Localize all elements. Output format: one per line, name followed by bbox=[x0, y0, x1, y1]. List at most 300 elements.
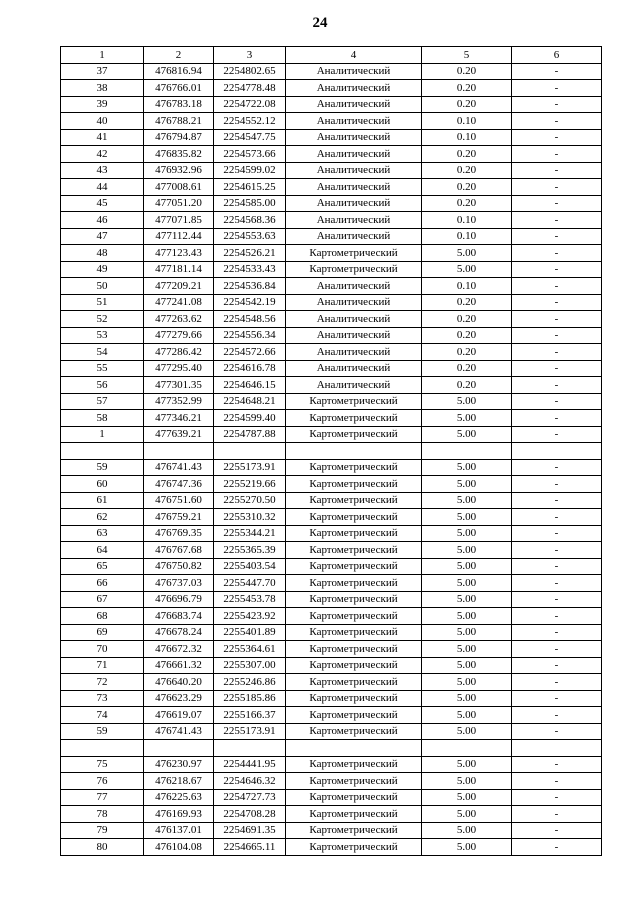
x-coordinate-cell: 477295.40 bbox=[144, 360, 214, 377]
point-number-cell: 59 bbox=[61, 459, 144, 476]
x-coordinate-cell bbox=[144, 443, 214, 460]
x-coordinate-cell: 476766.01 bbox=[144, 80, 214, 97]
accuracy-cell: 0.10 bbox=[422, 212, 512, 229]
point-number-cell: 38 bbox=[61, 80, 144, 97]
point-number-cell: 44 bbox=[61, 179, 144, 196]
note-cell: - bbox=[512, 410, 602, 427]
y-coordinate-cell: 2254441.95 bbox=[214, 756, 286, 773]
point-number-cell bbox=[61, 740, 144, 757]
accuracy-cell: 5.00 bbox=[422, 773, 512, 790]
point-number-cell: 56 bbox=[61, 377, 144, 394]
note-cell: - bbox=[512, 822, 602, 839]
point-number-cell: 61 bbox=[61, 492, 144, 509]
x-coordinate-cell: 477241.08 bbox=[144, 294, 214, 311]
y-coordinate-cell: 2254526.21 bbox=[214, 245, 286, 262]
point-number-cell: 78 bbox=[61, 806, 144, 823]
method-cell: Аналитический bbox=[286, 195, 422, 212]
note-cell: - bbox=[512, 261, 602, 278]
method-cell: Картометрический bbox=[286, 245, 422, 262]
table-row bbox=[61, 80, 602, 97]
table-row bbox=[61, 591, 602, 608]
accuracy-cell: 5.00 bbox=[422, 641, 512, 658]
point-number-cell: 55 bbox=[61, 360, 144, 377]
method-cell: Картометрический bbox=[286, 509, 422, 526]
x-coordinate-cell: 476741.43 bbox=[144, 459, 214, 476]
x-coordinate-cell: 476751.60 bbox=[144, 492, 214, 509]
x-coordinate-cell: 477209.21 bbox=[144, 278, 214, 295]
point-number-cell: 65 bbox=[61, 558, 144, 575]
table-row bbox=[61, 344, 602, 361]
accuracy-cell: 0.20 bbox=[422, 327, 512, 344]
x-coordinate-cell: 476640.20 bbox=[144, 674, 214, 691]
table-row bbox=[61, 789, 602, 806]
x-coordinate-cell: 476218.67 bbox=[144, 773, 214, 790]
y-coordinate-cell: 2254727.73 bbox=[214, 789, 286, 806]
method-cell: Аналитический bbox=[286, 113, 422, 130]
note-cell: - bbox=[512, 690, 602, 707]
point-number-cell: 70 bbox=[61, 641, 144, 658]
method-cell: Картометрический bbox=[286, 608, 422, 625]
accuracy-cell: 5.00 bbox=[422, 476, 512, 493]
y-coordinate-cell: 2255219.66 bbox=[214, 476, 286, 493]
x-coordinate-cell: 476661.32 bbox=[144, 657, 214, 674]
note-cell: - bbox=[512, 146, 602, 163]
accuracy-cell: 0.20 bbox=[422, 311, 512, 328]
point-number-cell: 71 bbox=[61, 657, 144, 674]
point-number-cell: 42 bbox=[61, 146, 144, 163]
method-cell: Аналитический bbox=[286, 360, 422, 377]
accuracy-cell: 0.20 bbox=[422, 146, 512, 163]
point-number-cell: 72 bbox=[61, 674, 144, 691]
method-cell: Аналитический bbox=[286, 311, 422, 328]
y-coordinate-cell: 2255173.91 bbox=[214, 723, 286, 740]
note-cell: - bbox=[512, 657, 602, 674]
y-coordinate-cell: 2254585.00 bbox=[214, 195, 286, 212]
table-row bbox=[61, 459, 602, 476]
note-cell: - bbox=[512, 756, 602, 773]
x-coordinate-cell: 476759.21 bbox=[144, 509, 214, 526]
point-number-cell bbox=[61, 443, 144, 460]
y-coordinate-cell: 2254536.84 bbox=[214, 278, 286, 295]
x-coordinate-cell: 477286.42 bbox=[144, 344, 214, 361]
method-cell: Картометрический bbox=[286, 690, 422, 707]
table-row bbox=[61, 377, 602, 394]
note-cell: - bbox=[512, 426, 602, 443]
y-coordinate-cell: 2255307.00 bbox=[214, 657, 286, 674]
table-row bbox=[61, 608, 602, 625]
note-cell: - bbox=[512, 63, 602, 80]
method-cell: Картометрический bbox=[286, 707, 422, 724]
accuracy-cell: 5.00 bbox=[422, 426, 512, 443]
note-cell: - bbox=[512, 723, 602, 740]
accuracy-cell: 5.00 bbox=[422, 261, 512, 278]
point-number-cell: 58 bbox=[61, 410, 144, 427]
x-coordinate-cell: 476672.32 bbox=[144, 641, 214, 658]
table-header-row bbox=[61, 47, 602, 64]
table-row bbox=[61, 294, 602, 311]
method-cell: Аналитический bbox=[286, 162, 422, 179]
method-cell: Картометрический bbox=[286, 822, 422, 839]
accuracy-cell: 5.00 bbox=[422, 707, 512, 724]
method-cell: Картометрический bbox=[286, 773, 422, 790]
method-cell: Картометрический bbox=[286, 839, 422, 856]
y-coordinate-cell: 2255246.86 bbox=[214, 674, 286, 691]
note-cell: - bbox=[512, 311, 602, 328]
x-coordinate-cell: 477112.44 bbox=[144, 228, 214, 245]
method-cell: Аналитический bbox=[286, 63, 422, 80]
y-coordinate-cell: 2255401.89 bbox=[214, 624, 286, 641]
x-coordinate-cell: 477263.62 bbox=[144, 311, 214, 328]
y-coordinate-cell: 2254572.66 bbox=[214, 344, 286, 361]
point-number-cell: 43 bbox=[61, 162, 144, 179]
table-row bbox=[61, 96, 602, 113]
note-cell: - bbox=[512, 525, 602, 542]
accuracy-cell: 5.00 bbox=[422, 608, 512, 625]
table-row bbox=[61, 63, 602, 80]
note-cell: - bbox=[512, 360, 602, 377]
y-coordinate-cell: 2255447.70 bbox=[214, 575, 286, 592]
table-body bbox=[61, 63, 602, 855]
method-cell: Аналитический bbox=[286, 344, 422, 361]
method-cell: Картометрический bbox=[286, 756, 422, 773]
y-coordinate-cell: 2254599.40 bbox=[214, 410, 286, 427]
point-number-cell: 47 bbox=[61, 228, 144, 245]
x-coordinate-cell: 477352.99 bbox=[144, 393, 214, 410]
y-coordinate-cell: 2254778.48 bbox=[214, 80, 286, 97]
method-cell bbox=[286, 443, 422, 460]
table-row bbox=[61, 360, 602, 377]
y-coordinate-cell: 2254568.36 bbox=[214, 212, 286, 229]
accuracy-cell: 0.20 bbox=[422, 96, 512, 113]
accuracy-cell: 5.00 bbox=[422, 723, 512, 740]
table-row bbox=[61, 542, 602, 559]
note-cell: - bbox=[512, 195, 602, 212]
x-coordinate-cell: 477181.14 bbox=[144, 261, 214, 278]
y-coordinate-cell: 2254616.78 bbox=[214, 360, 286, 377]
point-number-cell: 1 bbox=[61, 426, 144, 443]
y-coordinate-cell: 2254708.28 bbox=[214, 806, 286, 823]
point-number-cell: 51 bbox=[61, 294, 144, 311]
accuracy-cell: 5.00 bbox=[422, 624, 512, 641]
y-coordinate-cell: 2254547.75 bbox=[214, 129, 286, 146]
table-row bbox=[61, 311, 602, 328]
y-coordinate-cell: 2254573.66 bbox=[214, 146, 286, 163]
method-cell: Картометрический bbox=[286, 789, 422, 806]
table-row bbox=[61, 558, 602, 575]
note-cell: - bbox=[512, 575, 602, 592]
x-coordinate-cell bbox=[144, 740, 214, 757]
x-coordinate-cell: 476623.29 bbox=[144, 690, 214, 707]
x-coordinate-cell: 477301.35 bbox=[144, 377, 214, 394]
note-cell: - bbox=[512, 509, 602, 526]
note-cell: - bbox=[512, 113, 602, 130]
note-cell: - bbox=[512, 773, 602, 790]
table-row bbox=[61, 756, 602, 773]
y-coordinate-cell: 2255364.61 bbox=[214, 641, 286, 658]
accuracy-cell: 5.00 bbox=[422, 789, 512, 806]
y-coordinate-cell: 2254552.12 bbox=[214, 113, 286, 130]
note-cell: - bbox=[512, 179, 602, 196]
table-row bbox=[61, 723, 602, 740]
accuracy-cell: 5.00 bbox=[422, 591, 512, 608]
x-coordinate-cell: 476932.96 bbox=[144, 162, 214, 179]
x-coordinate-cell: 476137.01 bbox=[144, 822, 214, 839]
accuracy-cell: 5.00 bbox=[422, 558, 512, 575]
x-coordinate-cell: 476678.24 bbox=[144, 624, 214, 641]
y-coordinate-cell: 2255166.37 bbox=[214, 707, 286, 724]
point-number-cell: 37 bbox=[61, 63, 144, 80]
column-header: 5 bbox=[422, 47, 512, 64]
accuracy-cell: 0.10 bbox=[422, 129, 512, 146]
y-coordinate-cell: 2254646.32 bbox=[214, 773, 286, 790]
point-number-cell: 76 bbox=[61, 773, 144, 790]
point-number-cell: 57 bbox=[61, 393, 144, 410]
point-number-cell: 79 bbox=[61, 822, 144, 839]
y-coordinate-cell: 2254722.08 bbox=[214, 96, 286, 113]
note-cell: - bbox=[512, 789, 602, 806]
note-cell: - bbox=[512, 608, 602, 625]
method-cell: Аналитический bbox=[286, 146, 422, 163]
table-row bbox=[61, 129, 602, 146]
x-coordinate-cell: 477123.43 bbox=[144, 245, 214, 262]
x-coordinate-cell: 477279.66 bbox=[144, 327, 214, 344]
accuracy-cell: 5.00 bbox=[422, 525, 512, 542]
accuracy-cell: 5.00 bbox=[422, 459, 512, 476]
y-coordinate-cell: 2254691.35 bbox=[214, 822, 286, 839]
accuracy-cell: 0.10 bbox=[422, 278, 512, 295]
point-number-cell: 69 bbox=[61, 624, 144, 641]
method-cell: Аналитический bbox=[286, 179, 422, 196]
point-number-cell: 63 bbox=[61, 525, 144, 542]
note-cell: - bbox=[512, 129, 602, 146]
y-coordinate-cell: 2255310.32 bbox=[214, 509, 286, 526]
point-number-cell: 80 bbox=[61, 839, 144, 856]
x-coordinate-cell: 477008.61 bbox=[144, 179, 214, 196]
note-cell: - bbox=[512, 492, 602, 509]
table-row bbox=[61, 624, 602, 641]
accuracy-cell: 0.20 bbox=[422, 80, 512, 97]
accuracy-cell: 5.00 bbox=[422, 542, 512, 559]
method-cell: Картометрический bbox=[286, 426, 422, 443]
column-header: 3 bbox=[214, 47, 286, 64]
y-coordinate-cell bbox=[214, 443, 286, 460]
method-cell: Картометрический bbox=[286, 542, 422, 559]
table-row bbox=[61, 476, 602, 493]
x-coordinate-cell: 477639.21 bbox=[144, 426, 214, 443]
x-coordinate-cell: 476769.35 bbox=[144, 525, 214, 542]
y-coordinate-cell: 2254556.34 bbox=[214, 327, 286, 344]
table-row bbox=[61, 839, 602, 856]
table-row bbox=[61, 212, 602, 229]
column-header: 6 bbox=[512, 47, 602, 64]
x-coordinate-cell: 476783.18 bbox=[144, 96, 214, 113]
accuracy-cell: 0.20 bbox=[422, 377, 512, 394]
x-coordinate-cell: 476835.82 bbox=[144, 146, 214, 163]
method-cell: Аналитический bbox=[286, 228, 422, 245]
method-cell bbox=[286, 740, 422, 757]
method-cell: Картометрический bbox=[286, 674, 422, 691]
table-row bbox=[61, 179, 602, 196]
note-cell: - bbox=[512, 806, 602, 823]
accuracy-cell: 5.00 bbox=[422, 756, 512, 773]
table-row bbox=[61, 228, 602, 245]
point-number-cell: 52 bbox=[61, 311, 144, 328]
accuracy-cell: 5.00 bbox=[422, 822, 512, 839]
x-coordinate-cell: 476169.93 bbox=[144, 806, 214, 823]
column-header: 2 bbox=[144, 47, 214, 64]
y-coordinate-cell: 2254553.63 bbox=[214, 228, 286, 245]
accuracy-cell: 5.00 bbox=[422, 575, 512, 592]
method-cell: Аналитический bbox=[286, 327, 422, 344]
note-cell: - bbox=[512, 393, 602, 410]
x-coordinate-cell: 476750.82 bbox=[144, 558, 214, 575]
x-coordinate-cell: 476737.03 bbox=[144, 575, 214, 592]
method-cell: Аналитический bbox=[286, 129, 422, 146]
table-row bbox=[61, 393, 602, 410]
table-row bbox=[61, 426, 602, 443]
note-cell: - bbox=[512, 228, 602, 245]
y-coordinate-cell: 2255185.86 bbox=[214, 690, 286, 707]
note-cell: - bbox=[512, 839, 602, 856]
accuracy-cell: 5.00 bbox=[422, 806, 512, 823]
y-coordinate-cell: 2255270.50 bbox=[214, 492, 286, 509]
method-cell: Аналитический bbox=[286, 212, 422, 229]
x-coordinate-cell: 476104.08 bbox=[144, 839, 214, 856]
method-cell: Картометрический bbox=[286, 723, 422, 740]
y-coordinate-cell: 2254548.56 bbox=[214, 311, 286, 328]
method-cell: Картометрический bbox=[286, 806, 422, 823]
point-number-cell: 46 bbox=[61, 212, 144, 229]
table-row bbox=[61, 806, 602, 823]
point-number-cell: 41 bbox=[61, 129, 144, 146]
table-row bbox=[61, 195, 602, 212]
y-coordinate-cell: 2255344.21 bbox=[214, 525, 286, 542]
y-coordinate-cell: 2254648.21 bbox=[214, 393, 286, 410]
x-coordinate-cell: 476767.68 bbox=[144, 542, 214, 559]
accuracy-cell: 5.00 bbox=[422, 492, 512, 509]
coordinates-table bbox=[60, 46, 602, 856]
method-cell: Аналитический bbox=[286, 294, 422, 311]
note-cell: - bbox=[512, 476, 602, 493]
table-row bbox=[61, 509, 602, 526]
point-number-cell: 75 bbox=[61, 756, 144, 773]
x-coordinate-cell: 476816.94 bbox=[144, 63, 214, 80]
table-row bbox=[61, 162, 602, 179]
accuracy-cell: 0.20 bbox=[422, 360, 512, 377]
method-cell: Аналитический bbox=[286, 377, 422, 394]
x-coordinate-cell: 476230.97 bbox=[144, 756, 214, 773]
y-coordinate-cell: 2254787.88 bbox=[214, 426, 286, 443]
accuracy-cell: 5.00 bbox=[422, 509, 512, 526]
table-row bbox=[61, 113, 602, 130]
note-cell: - bbox=[512, 707, 602, 724]
accuracy-cell: 5.00 bbox=[422, 839, 512, 856]
y-coordinate-cell bbox=[214, 740, 286, 757]
y-coordinate-cell: 2254599.02 bbox=[214, 162, 286, 179]
table-row bbox=[61, 674, 602, 691]
table-row bbox=[61, 327, 602, 344]
x-coordinate-cell: 476741.43 bbox=[144, 723, 214, 740]
x-coordinate-cell: 477071.85 bbox=[144, 212, 214, 229]
x-coordinate-cell: 477346.21 bbox=[144, 410, 214, 427]
accuracy-cell: 5.00 bbox=[422, 674, 512, 691]
point-number-cell: 66 bbox=[61, 575, 144, 592]
note-cell: - bbox=[512, 212, 602, 229]
table-row bbox=[61, 278, 602, 295]
accuracy-cell: 0.10 bbox=[422, 228, 512, 245]
point-number-cell: 53 bbox=[61, 327, 144, 344]
table-row bbox=[61, 707, 602, 724]
method-cell: Картометрический bbox=[286, 575, 422, 592]
note-cell: - bbox=[512, 96, 602, 113]
y-coordinate-cell: 2254665.11 bbox=[214, 839, 286, 856]
method-cell: Картометрический bbox=[286, 641, 422, 658]
note-cell bbox=[512, 740, 602, 757]
method-cell: Картометрический bbox=[286, 591, 422, 608]
y-coordinate-cell: 2254615.25 bbox=[214, 179, 286, 196]
y-coordinate-cell: 2255173.91 bbox=[214, 459, 286, 476]
table-row bbox=[61, 146, 602, 163]
note-cell: - bbox=[512, 80, 602, 97]
table-row bbox=[61, 443, 602, 460]
method-cell: Картометрический bbox=[286, 624, 422, 641]
note-cell: - bbox=[512, 459, 602, 476]
accuracy-cell: 0.10 bbox=[422, 113, 512, 130]
note-cell: - bbox=[512, 624, 602, 641]
x-coordinate-cell: 476683.74 bbox=[144, 608, 214, 625]
y-coordinate-cell: 2255453.78 bbox=[214, 591, 286, 608]
point-number-cell: 45 bbox=[61, 195, 144, 212]
note-cell: - bbox=[512, 591, 602, 608]
method-cell: Аналитический bbox=[286, 96, 422, 113]
accuracy-cell: 0.20 bbox=[422, 63, 512, 80]
method-cell: Картометрический bbox=[286, 476, 422, 493]
table-row bbox=[61, 410, 602, 427]
point-number-cell: 54 bbox=[61, 344, 144, 361]
point-number-cell: 59 bbox=[61, 723, 144, 740]
y-coordinate-cell: 2254542.19 bbox=[214, 294, 286, 311]
accuracy-cell: 0.20 bbox=[422, 179, 512, 196]
note-cell bbox=[512, 443, 602, 460]
y-coordinate-cell: 2254533.43 bbox=[214, 261, 286, 278]
column-header: 4 bbox=[286, 47, 422, 64]
note-cell: - bbox=[512, 327, 602, 344]
page-number: 24 bbox=[312, 15, 328, 31]
method-cell: Картометрический bbox=[286, 459, 422, 476]
table-row bbox=[61, 245, 602, 262]
point-number-cell: 67 bbox=[61, 591, 144, 608]
x-coordinate-cell: 476696.79 bbox=[144, 591, 214, 608]
x-coordinate-cell: 476619.07 bbox=[144, 707, 214, 724]
note-cell: - bbox=[512, 162, 602, 179]
point-number-cell: 60 bbox=[61, 476, 144, 493]
table-row bbox=[61, 641, 602, 658]
y-coordinate-cell: 2255423.92 bbox=[214, 608, 286, 625]
note-cell: - bbox=[512, 344, 602, 361]
accuracy-cell: 5.00 bbox=[422, 657, 512, 674]
method-cell: Картометрический bbox=[286, 393, 422, 410]
y-coordinate-cell: 2255365.39 bbox=[214, 542, 286, 559]
accuracy-cell bbox=[422, 740, 512, 757]
method-cell: Аналитический bbox=[286, 80, 422, 97]
method-cell: Картометрический bbox=[286, 261, 422, 278]
note-cell: - bbox=[512, 377, 602, 394]
y-coordinate-cell: 2255403.54 bbox=[214, 558, 286, 575]
point-number-cell: 74 bbox=[61, 707, 144, 724]
method-cell: Картометрический bbox=[286, 558, 422, 575]
accuracy-cell bbox=[422, 443, 512, 460]
y-coordinate-cell: 2254646.15 bbox=[214, 377, 286, 394]
